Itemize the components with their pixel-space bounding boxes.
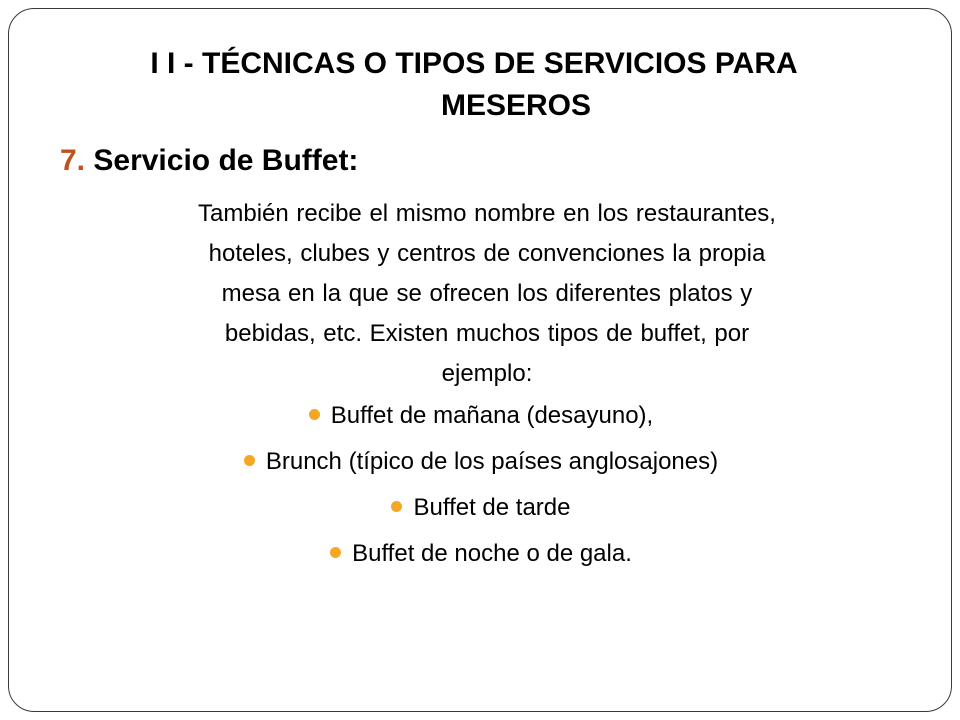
list-item (9, 439, 953, 485)
slide-title-line-1: I I - TÉCNICAS O TIPOS DE SERVICIOS PARA (150, 47, 798, 80)
slide (8, 8, 952, 712)
list-item (9, 531, 953, 577)
list-item-text: Buffet de mañana (desayuno), (330, 402, 654, 429)
buffet-types-list (9, 393, 953, 577)
section-title: Servicio de Buffet: (93, 144, 359, 177)
slide-title (49, 43, 913, 127)
description-line: ejemplo: (441, 360, 533, 387)
description-line: hoteles, clubes y centros de convenciones la propia (208, 240, 766, 267)
description-line: mesa en la que se ofrecen los diferentes platos y (221, 280, 753, 307)
description-line: También recibe el mismo nombre en los restaurantes, (198, 200, 776, 227)
list-item (9, 393, 953, 439)
list-item-text: Buffet de noche o de gala. (352, 540, 632, 567)
bullet-dot-icon (330, 547, 341, 558)
bullet-dot-icon (391, 501, 402, 512)
list-item-text: Brunch (típico de los países anglosajones) (265, 448, 719, 475)
bullet-dot-icon (309, 409, 320, 420)
list-item-text: Buffet de tarde (413, 494, 571, 521)
slide-title-line-2: MESEROS (440, 89, 592, 122)
description-paragraph (77, 194, 897, 394)
section-heading (60, 141, 358, 181)
bullet-dot-icon (244, 455, 255, 466)
description-line: bebidas, etc. Existen muchos tipos de buffet, por (224, 320, 750, 347)
list-item (9, 485, 953, 531)
section-number: 7. (60, 144, 86, 177)
